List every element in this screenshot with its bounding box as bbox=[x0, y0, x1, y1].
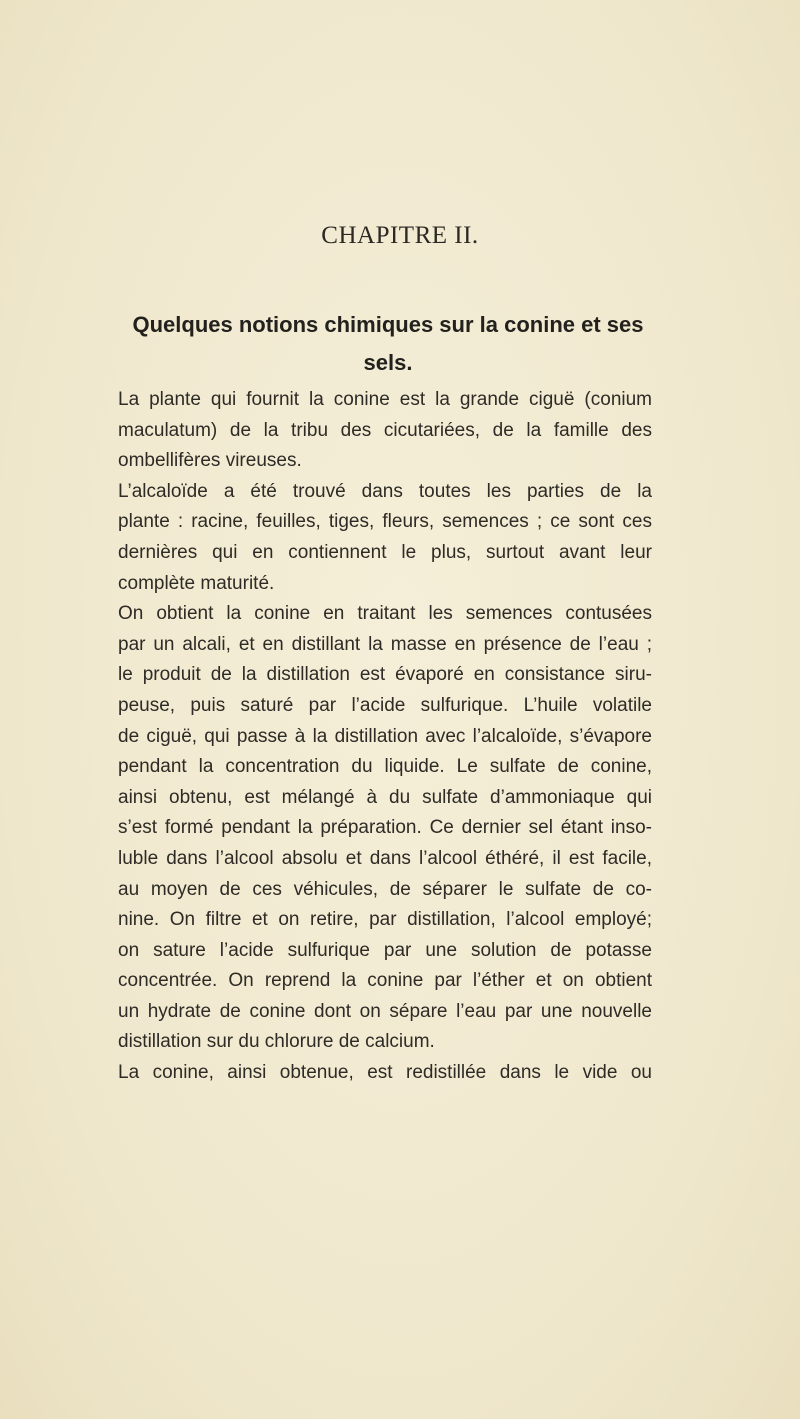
text-line: s’est formé pendant la préparation. Ce dernier sel étant inso- bbox=[118, 817, 652, 839]
text-line: le produit de la distillation est évaporé en consistance siru- bbox=[118, 664, 652, 686]
text-line: La plante qui fournit la conine est la grande ciguë (conium bbox=[118, 389, 652, 410]
text-line: par un alcali, et en distillant la masse en présence de l’eau ; bbox=[118, 633, 652, 655]
text-line: L’alcaloïde a été trouvé dans toutes les parties de la bbox=[118, 480, 652, 502]
text-line: peuse, puis saturé par l’acide sulfurique. L’huile volatile bbox=[118, 694, 652, 716]
text-line: On obtient la conine en traitant les semences contusées bbox=[118, 603, 652, 625]
text-line: dernières qui en contiennent le plus, surtout avant leur bbox=[118, 541, 652, 563]
text-line: ombellifères vireuses. bbox=[118, 450, 302, 472]
body-text bbox=[118, 385, 652, 1089]
text-line: pendant la concentration du liquide. Le sulfate de conine, bbox=[118, 756, 652, 778]
text-line: ainsi obtenu, est mélangé à du sulfate d’ammoniaque qui bbox=[118, 786, 652, 808]
text-line: La conine, ainsi obtenue, est redistillée dans le vide ou bbox=[118, 1062, 652, 1084]
text-line: nine. On filtre et on retire, par distillation, l’alcool employé; bbox=[118, 909, 652, 931]
text-line: on sature l’acide sulfurique par une solution de potasse bbox=[118, 939, 652, 961]
text-line: luble dans l’alcool absolu et dans l’alcool éthéré, il est facile, bbox=[118, 847, 652, 869]
text-line: de ciguë, qui passe à la distillation avec l’alcaloïde, s’évapore bbox=[118, 725, 652, 747]
text-line: au moyen de ces véhicules, de séparer le sulfate de co- bbox=[118, 878, 652, 900]
section-title: Quelques notions chimiques sur la conine et ses sels. bbox=[132, 312, 644, 375]
text-line: plante : racine, feuilles, tiges, fleurs, semences ; ce sont ces bbox=[118, 511, 652, 533]
text-line: concentrée. On reprend la conine par l’éther et on obtient bbox=[118, 970, 652, 992]
text-line: un hydrate de conine dont on sépare l’eau par une nouvelle bbox=[118, 1000, 652, 1022]
text-line: distillation sur du chlorure de calcium. bbox=[118, 1031, 435, 1053]
text-line: maculatum) de la tribu des cicutariées, de la famille des bbox=[118, 419, 652, 441]
chapter-heading: CHAPITRE II. bbox=[321, 222, 479, 249]
text-line: complète maturité. bbox=[118, 572, 275, 594]
